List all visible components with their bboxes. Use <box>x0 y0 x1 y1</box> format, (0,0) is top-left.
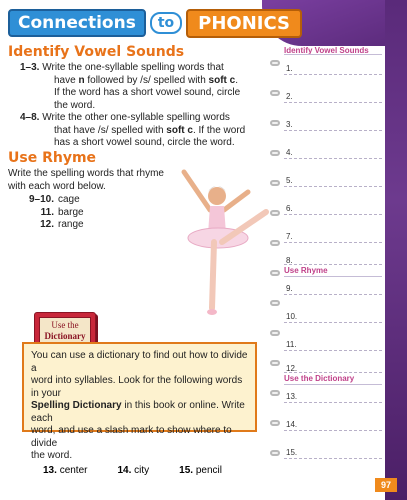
heading-identify-vowel-sounds: Identify Vowel Sounds <box>8 44 185 60</box>
dictionary-word: 13. center <box>43 464 88 476</box>
answer-line[interactable] <box>284 458 382 459</box>
answer-number: 5. <box>286 176 293 185</box>
answer-number: 12. <box>286 364 298 373</box>
rhyme-item: 9–10. cage <box>28 194 80 205</box>
ballerina-image <box>162 158 282 328</box>
answer-heading-use-dictionary: Use the Dictionary <box>284 374 355 383</box>
answer-line[interactable] <box>284 372 382 373</box>
banner-to: to <box>150 12 182 34</box>
section-banner <box>8 10 302 36</box>
dictionary-word: 14. city <box>117 464 150 476</box>
page-number: 97 <box>375 478 397 492</box>
answer-number: 11. <box>286 340 297 349</box>
answer-line[interactable] <box>284 350 382 351</box>
answer-line[interactable] <box>284 74 382 75</box>
answer-line[interactable] <box>284 264 382 265</box>
answer-number: 10. <box>286 312 298 321</box>
rhyme-list <box>8 194 158 232</box>
heading-use-rhyme: Use Rhyme <box>8 150 97 166</box>
answer-line[interactable] <box>284 402 382 403</box>
answer-heading-use-rhyme: Use Rhyme <box>284 266 328 275</box>
spiral-binding <box>270 50 280 480</box>
purple-edge <box>385 0 407 500</box>
answer-number: 3. <box>286 120 293 129</box>
answer-number: 13. <box>286 392 298 401</box>
answer-number: 1. <box>286 64 293 73</box>
answer-line[interactable] <box>284 130 382 131</box>
answer-number: 9. <box>286 284 293 293</box>
instruction-4-8: 4–8. Write the other one-syllable spelling words that have /s/ spelled with soft c. If the word has a short vowel sound, circle the word. <box>20 112 246 148</box>
answer-number: 6. <box>286 204 293 213</box>
banner-phonics: PHONICS <box>186 9 302 38</box>
answer-line[interactable] <box>284 322 382 323</box>
dictionary-instructions: You can use a dictionary to find out how to divide a word into syllables. Look for the following words in your Spelling Dictionary in this book or online. Write each word, and use a slash mark to show where to divide the word. <box>31 350 248 461</box>
answer-number: 7. <box>286 232 293 241</box>
rhyme-item: 12. range <box>40 219 84 230</box>
answer-line[interactable] <box>284 158 382 159</box>
rhyme-instruction: Write the spelling words that rhyme with each word below. <box>8 168 164 192</box>
answer-number: 14. <box>286 420 298 429</box>
answer-line[interactable] <box>284 102 382 103</box>
answer-line[interactable] <box>284 242 382 243</box>
answer-number: 4. <box>286 148 293 157</box>
instruction-1-3: 1–3. Write the one-syllable spelling words that have n followed by /s/ spelled with soft c. If the word has a short vowel sound, circle the word. <box>20 62 241 111</box>
answer-line[interactable] <box>284 214 382 215</box>
answer-line[interactable] <box>284 186 382 187</box>
dictionary-word: 15. pencil <box>179 464 222 476</box>
banner-connections: Connections <box>8 9 146 37</box>
dictionary-label: Use the Dictionary <box>39 317 91 343</box>
dictionary-word-list <box>31 465 248 476</box>
answer-number: 8. <box>286 256 293 265</box>
dictionary-activity-box <box>22 342 257 476</box>
answer-number: 2. <box>286 92 293 101</box>
answer-heading-vowel-sounds: Identify Vowel Sounds <box>284 46 369 55</box>
answer-line[interactable] <box>284 430 382 431</box>
rhyme-item: 11. barge <box>40 206 84 218</box>
answer-line[interactable] <box>284 294 382 295</box>
answer-number: 15. <box>286 448 298 457</box>
